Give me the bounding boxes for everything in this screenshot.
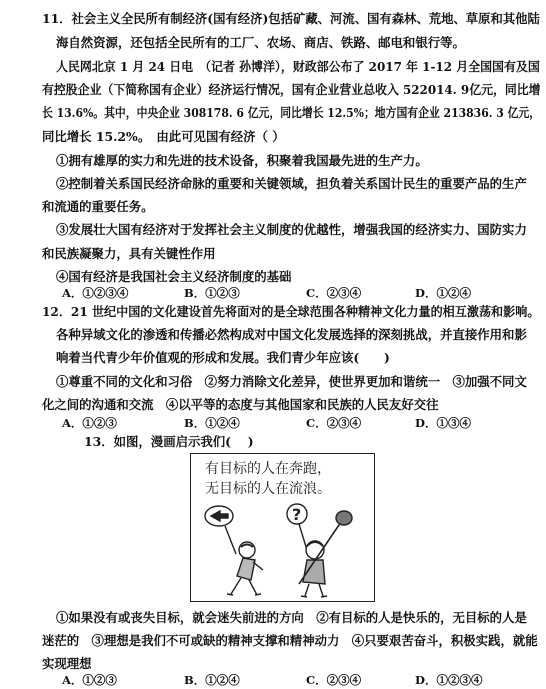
q12-statement-line1: ①尊重不同的文化和习俗 ②努力消除文化差异，使世界更加和谐统一 ③加强不同文 <box>56 374 527 389</box>
cartoon-caption <box>205 459 331 499</box>
q12-option-d[interactable]: D．①③④ <box>415 416 471 430</box>
q13-option-c[interactable]: C．②③④ <box>306 673 362 687</box>
q12-stem-line3: 响着当代青少年价值观的形成和发展。我们青少年应该( ) <box>56 350 390 365</box>
q11-statement-2b: 和流通的重要任务。 <box>42 199 154 214</box>
cartoon-caption-line2: 无目标的人在流浪。 <box>205 481 331 497</box>
q11-news-line3: 长 13.6%。其中，中央企业 308178. 6 亿元，同比增长 12.5%；地方国有企业 213836. 3 亿元， <box>42 105 541 120</box>
question-mark-icon: ? <box>292 505 302 524</box>
q11-news-line1: 人民网北京 1 月 24 日电 （记者 孙博洋），财政部公布了 2017 年 1-12 月全国国有及国 <box>56 59 540 74</box>
q11-option-c[interactable]: C．②③④ <box>306 286 362 300</box>
q11-option-a[interactable]: A．①②③④ <box>62 286 129 300</box>
q11-stem-line1: 11．社会主义全民所有制经济(国有经济)包括矿藏、河流、国有森林、荒地、草原和其他陆 <box>42 11 540 26</box>
cartoon-figure <box>190 453 375 602</box>
runner-figure <box>205 506 263 595</box>
q13-statement-line3: 实现理想 <box>42 656 92 671</box>
cartoon-caption-line1: 有目标的人在奔跑， <box>205 461 331 477</box>
q11-news-line4: 同比增长 15.2%。 由此可见国有经济（ ） <box>42 129 285 144</box>
q12-option-b[interactable]: B．①②④ <box>184 416 240 430</box>
q11-statement-3a: ③发展壮大国有经济对于发挥社会主义制度的优越性，增强我国的经济实力、国防实力 <box>56 222 527 237</box>
q11-statement-1: ①拥有雄厚的实力和先进的技术设备，积聚着我国最先进的生产力。 <box>56 153 428 168</box>
q11-statement-2a: ②控制着关系国民经济命脉的重要和关键领域，担负着关系国计民生的重要产品的生产 <box>56 176 527 191</box>
q11-option-b[interactable]: B．①②③ <box>184 286 240 300</box>
q12-stem-line2: 各种异域文化的渗透和传播必然构成对中国文化发展选择的深刻挑战，并直接作用和影 <box>56 327 527 342</box>
bindle-icon <box>336 511 352 525</box>
cartoon-drawing <box>191 502 374 600</box>
q11-statement-3b: 和民族凝聚力，具有关键性作用 <box>42 246 216 261</box>
q13-statement-line2: 迷茫的 ③理想是我们不可或缺的精神支撑和精神动力 ④只要艰苦奋斗，积极实践，就能 <box>42 633 538 648</box>
q13-option-b[interactable]: B．①②④ <box>184 673 240 687</box>
q11-option-d[interactable]: D．①②④ <box>415 286 471 300</box>
q12-option-a[interactable]: A．①②③ <box>62 416 117 430</box>
q13-option-a[interactable]: A．①②③ <box>62 673 117 687</box>
q12-option-c[interactable]: C．②③④ <box>306 416 362 430</box>
q11-stem-line2: 海自然资源，还包括全民所有的工厂、农场、商店、铁路、邮电和银行等。 <box>56 35 465 50</box>
q13-stem: 13．如图，漫画启示我们( ) <box>84 434 254 449</box>
q12-statement-line2: 化之间的沟通和交流 ④以平等的态度与其他国家和民族的人民友好交往 <box>42 397 439 412</box>
wanderer-figure <box>287 504 352 597</box>
q13-option-d[interactable]: D．①②③④ <box>415 673 483 687</box>
q11-news-line2: 有控股企业（下简称国有企业）经济运行情况，国有企业营业总收入 522014. 9亿元，同比增 <box>42 82 541 97</box>
q13-statement-line1: ①如果没有或丧失目标，就会迷失前进的方向 ②有目标的人是快乐的，无目标的人是 <box>56 610 527 625</box>
q11-statement-4: ④国有经济是我国社会主义经济制度的基础 <box>56 269 292 284</box>
q12-stem-line1: 12．21 世纪中国的文化建设首先将面对的是全球范围各种精神文化力量的相互激荡和影响。 <box>42 304 540 319</box>
